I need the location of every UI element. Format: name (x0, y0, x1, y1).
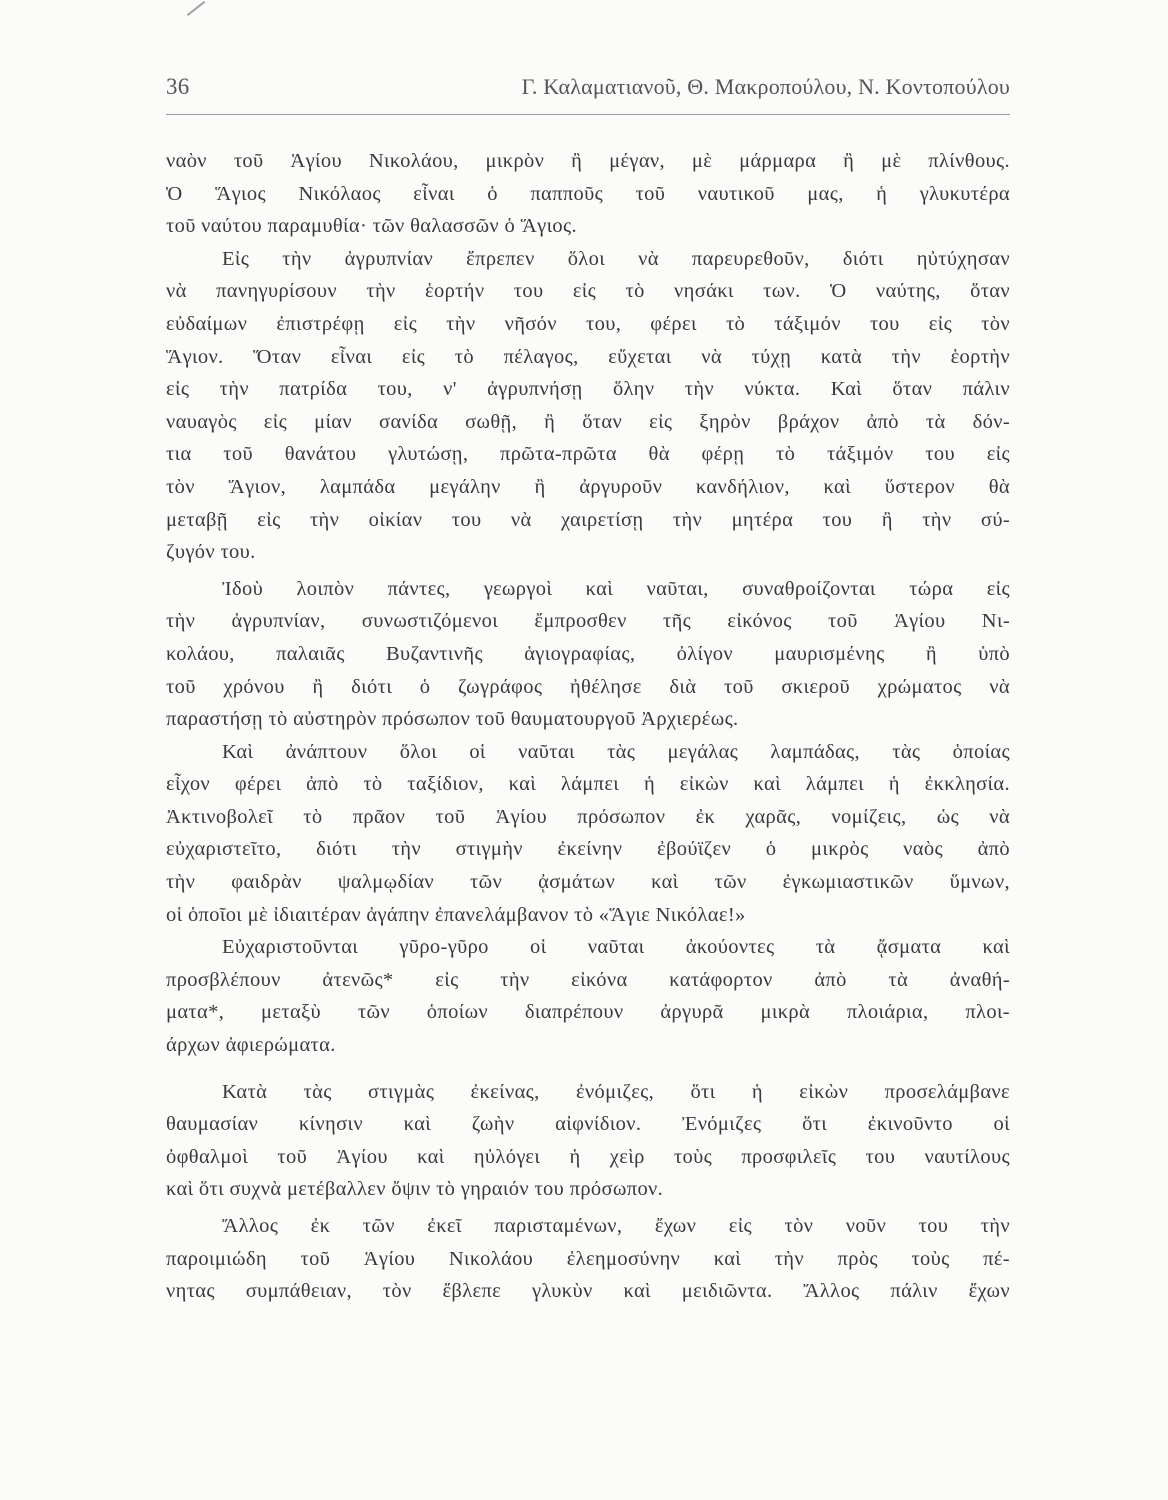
text-line: ματα*, μεταξὺ τῶν ὁποίων διαπρέπουν ἀργυρᾶ μικρὰ πλοιάρια, πλοι- (166, 1001, 1010, 1024)
paragraph (166, 1076, 1010, 1206)
paragraph (166, 243, 1010, 569)
text-line: νὰ πανηγυρίσουν τὴν ἑορτήν του εἰς τὸ νησάκι των. Ὁ ναύτης, ὅταν (166, 280, 1010, 303)
text-line: νητας συμπάθειαν, τὸν ἔβλεπε γλυκὺν καὶ μειδιῶντα. Ἄλλος πάλιν ἔχων (166, 1280, 1010, 1303)
running-head: Γ. Καλαματιανοῦ, Θ. Μακροπούλου, Ν. Κοντοπούλου (521, 74, 1010, 99)
text-line: εὐδαίμων ἐπιστρέφῃ εἰς τὴν νῆσόν του, φέρει τὸ τάξιμόν του εἰς τὸν (166, 312, 1010, 335)
text-line: εἶχον φέρει ἀπὸ τὸ ταξίδιον, καὶ λάμπει ἡ εἰκὼν καὶ λάμπει ἡ ἐκκλησία. (166, 773, 1010, 796)
text-line: Ὁ Ἅγιος Νικόλαος εἶναι ὁ παπποῦς τοῦ ναυτικοῦ μας, ἡ γλυκυτέρα (166, 182, 1010, 205)
text-line: Ἅγιον. Ὅταν εἶναι εἰς τὸ πέλαγος, εὔχεται νὰ τύχῃ κατὰ τὴν ἑορτὴν (166, 345, 1010, 368)
text-line: παραστήσῃ τὸ αὐστηρὸν πρόσωπον τοῦ θαυματουργοῦ Ἀρχιερέως. (166, 708, 739, 731)
paragraph (166, 573, 1010, 736)
text-line: καὶ ὅτι συχνὰ μετέβαλλεν ὄψιν τὸ γηραιόν του πρόσωπον. (166, 1178, 664, 1201)
text-line: θαυμασίαν κίνησιν καὶ ζωὴν αἰφνίδιον. Ἐνόμιζες ὅτι ἐκινοῦντο οἱ (166, 1113, 1010, 1136)
scan-mark (178, 0, 205, 16)
text-line: Κατὰ τὰς στιγμὰς ἐκείνας, ἐνόμιζες, ὅτι ἡ εἰκὼν προσελάμβανε (222, 1080, 1010, 1103)
text-line: τια τοῦ θανάτου γλυτώσῃ, πρῶτα-πρῶτα θὰ φέρῃ τὸ τάξιμόν του εἰς (166, 443, 1010, 466)
text-line: Εὐχαριστοῦνται γῦρο-γῦρο οἱ ναῦται ἀκούοντες τὰ ᾄσματα καὶ (222, 936, 1010, 959)
text-line: οἱ ὁποῖοι μὲ ἰδιαιτέραν ἀγάπην ἐπανελάμβανον τὸ «Ἅγιε Νικόλαε!» (166, 903, 746, 926)
text-line: εὐχαριστεῖτο, διότι τὴν στιγμὴν ἐκείνην ἐβούϊζεν ὁ μικρὸς ναὸς ἀπὸ (166, 838, 1010, 861)
text-line: άρχων ἀφιερώματα. (166, 1034, 336, 1057)
paragraph (166, 931, 1010, 1061)
text-line: τοῦ ναύτου παραμυθία· τῶν θαλασσῶν ὁ Ἅγιος. (166, 215, 577, 238)
text-line: παροιμιώδη τοῦ Ἁγίου Νικολάου ἐλεημοσύνην καὶ τὴν πρὸς τοὺς πέ- (166, 1247, 1010, 1270)
body-text (166, 145, 1010, 1308)
page-header (166, 74, 1010, 115)
text-line: ζυγόν του. (166, 541, 256, 564)
text-line: τὴν φαιδρὰν ψαλμῳδίαν τῶν ᾀσμάτων καὶ τῶν ἐγκωμιαστικῶν ὕμνων, (166, 871, 1010, 894)
text-line: τοῦ χρόνου ἢ διότι ὁ ζωγράφος ἠθέλησε διὰ τοῦ σκιεροῦ χρώματος νὰ (166, 675, 1010, 698)
paragraph (166, 145, 1010, 243)
text-line: ὀφθαλμοὶ τοῦ Ἁγίου καὶ ηὐλόγει ἡ χεὶρ τοὺς προσφιλεῖς του ναυτίλους (166, 1145, 1010, 1168)
text-line: προσβλέπουν ἀτενῶς* εἰς τὴν εἰκόνα κατάφορτον ἀπὸ τὰ ἀναθή- (166, 968, 1010, 991)
text-line: μεταβῇ εἰς τὴν οἰκίαν του νὰ χαιρετίσῃ τὴν μητέρα του ἢ τὴν σύ- (166, 508, 1010, 531)
paragraph (166, 736, 1010, 932)
text-line: τὴν ἀγρυπνίαν, συνωστιζόμενοι ἔμπροσθεν τῆς εἰκόνος τοῦ Ἁγίου Νι- (166, 610, 1010, 633)
text-line: Ἀκτινοβολεῖ τὸ πρᾶον τοῦ Ἁγίου πρόσωπον ἐκ χαρᾶς, νομίζεις, ὡς νὰ (166, 805, 1010, 828)
text-line: ναὸν τοῦ Ἁγίου Νικολάου, μικρὸν ἢ μέγαν, μὲ μάρμαρα ἢ μὲ πλίνθους. (166, 150, 1010, 172)
page-number: 36 (166, 74, 190, 99)
text-line: κολάου, παλαιᾶς Βυζαντινῆς ἁγιογραφίας, ὀλίγον μαυρισμένης ἢ ὑπὸ (166, 642, 1010, 665)
paragraph (166, 1210, 1010, 1308)
text-line: ναυαγὸς εἰς μίαν σανίδα σωθῇ, ἢ ὅταν εἰς ξηρὸν βράχον ἀπὸ τὰ δόν- (166, 410, 1010, 433)
text-line: Ἄλλος ἐκ τῶν ἐκεῖ παρισταμένων, ἔχων εἰς τὸν νοῦν του τὴν (222, 1215, 1010, 1237)
text-line: τὸν Ἅγιον, λαμπάδα μεγάλην ἢ ἀργυροῦν κανδήλιον, καὶ ὕστερον θὰ (166, 475, 1010, 498)
text-line: εἰς τὴν πατρίδα του, ν' ἀγρυπνήσῃ ὅλην τὴν νύκτα. Καὶ ὅταν πάλιν (166, 378, 1010, 401)
text-line: Εἰς τὴν ἀγρυπνίαν ἔπρεπεν ὅλοι νὰ παρευρεθοῦν, διότι ηὐτύχησαν (222, 247, 1010, 270)
text-line: Καὶ ἀνάπτουν ὅλοι οἱ ναῦται τὰς μεγάλας λαμπάδας, τὰς ὁποίας (222, 740, 1010, 763)
text-line: Ἰδοὺ λοιπὸν πάντες, γεωργοὶ καὶ ναῦται, συναθροίζονται τώρα εἰς (222, 577, 1010, 600)
